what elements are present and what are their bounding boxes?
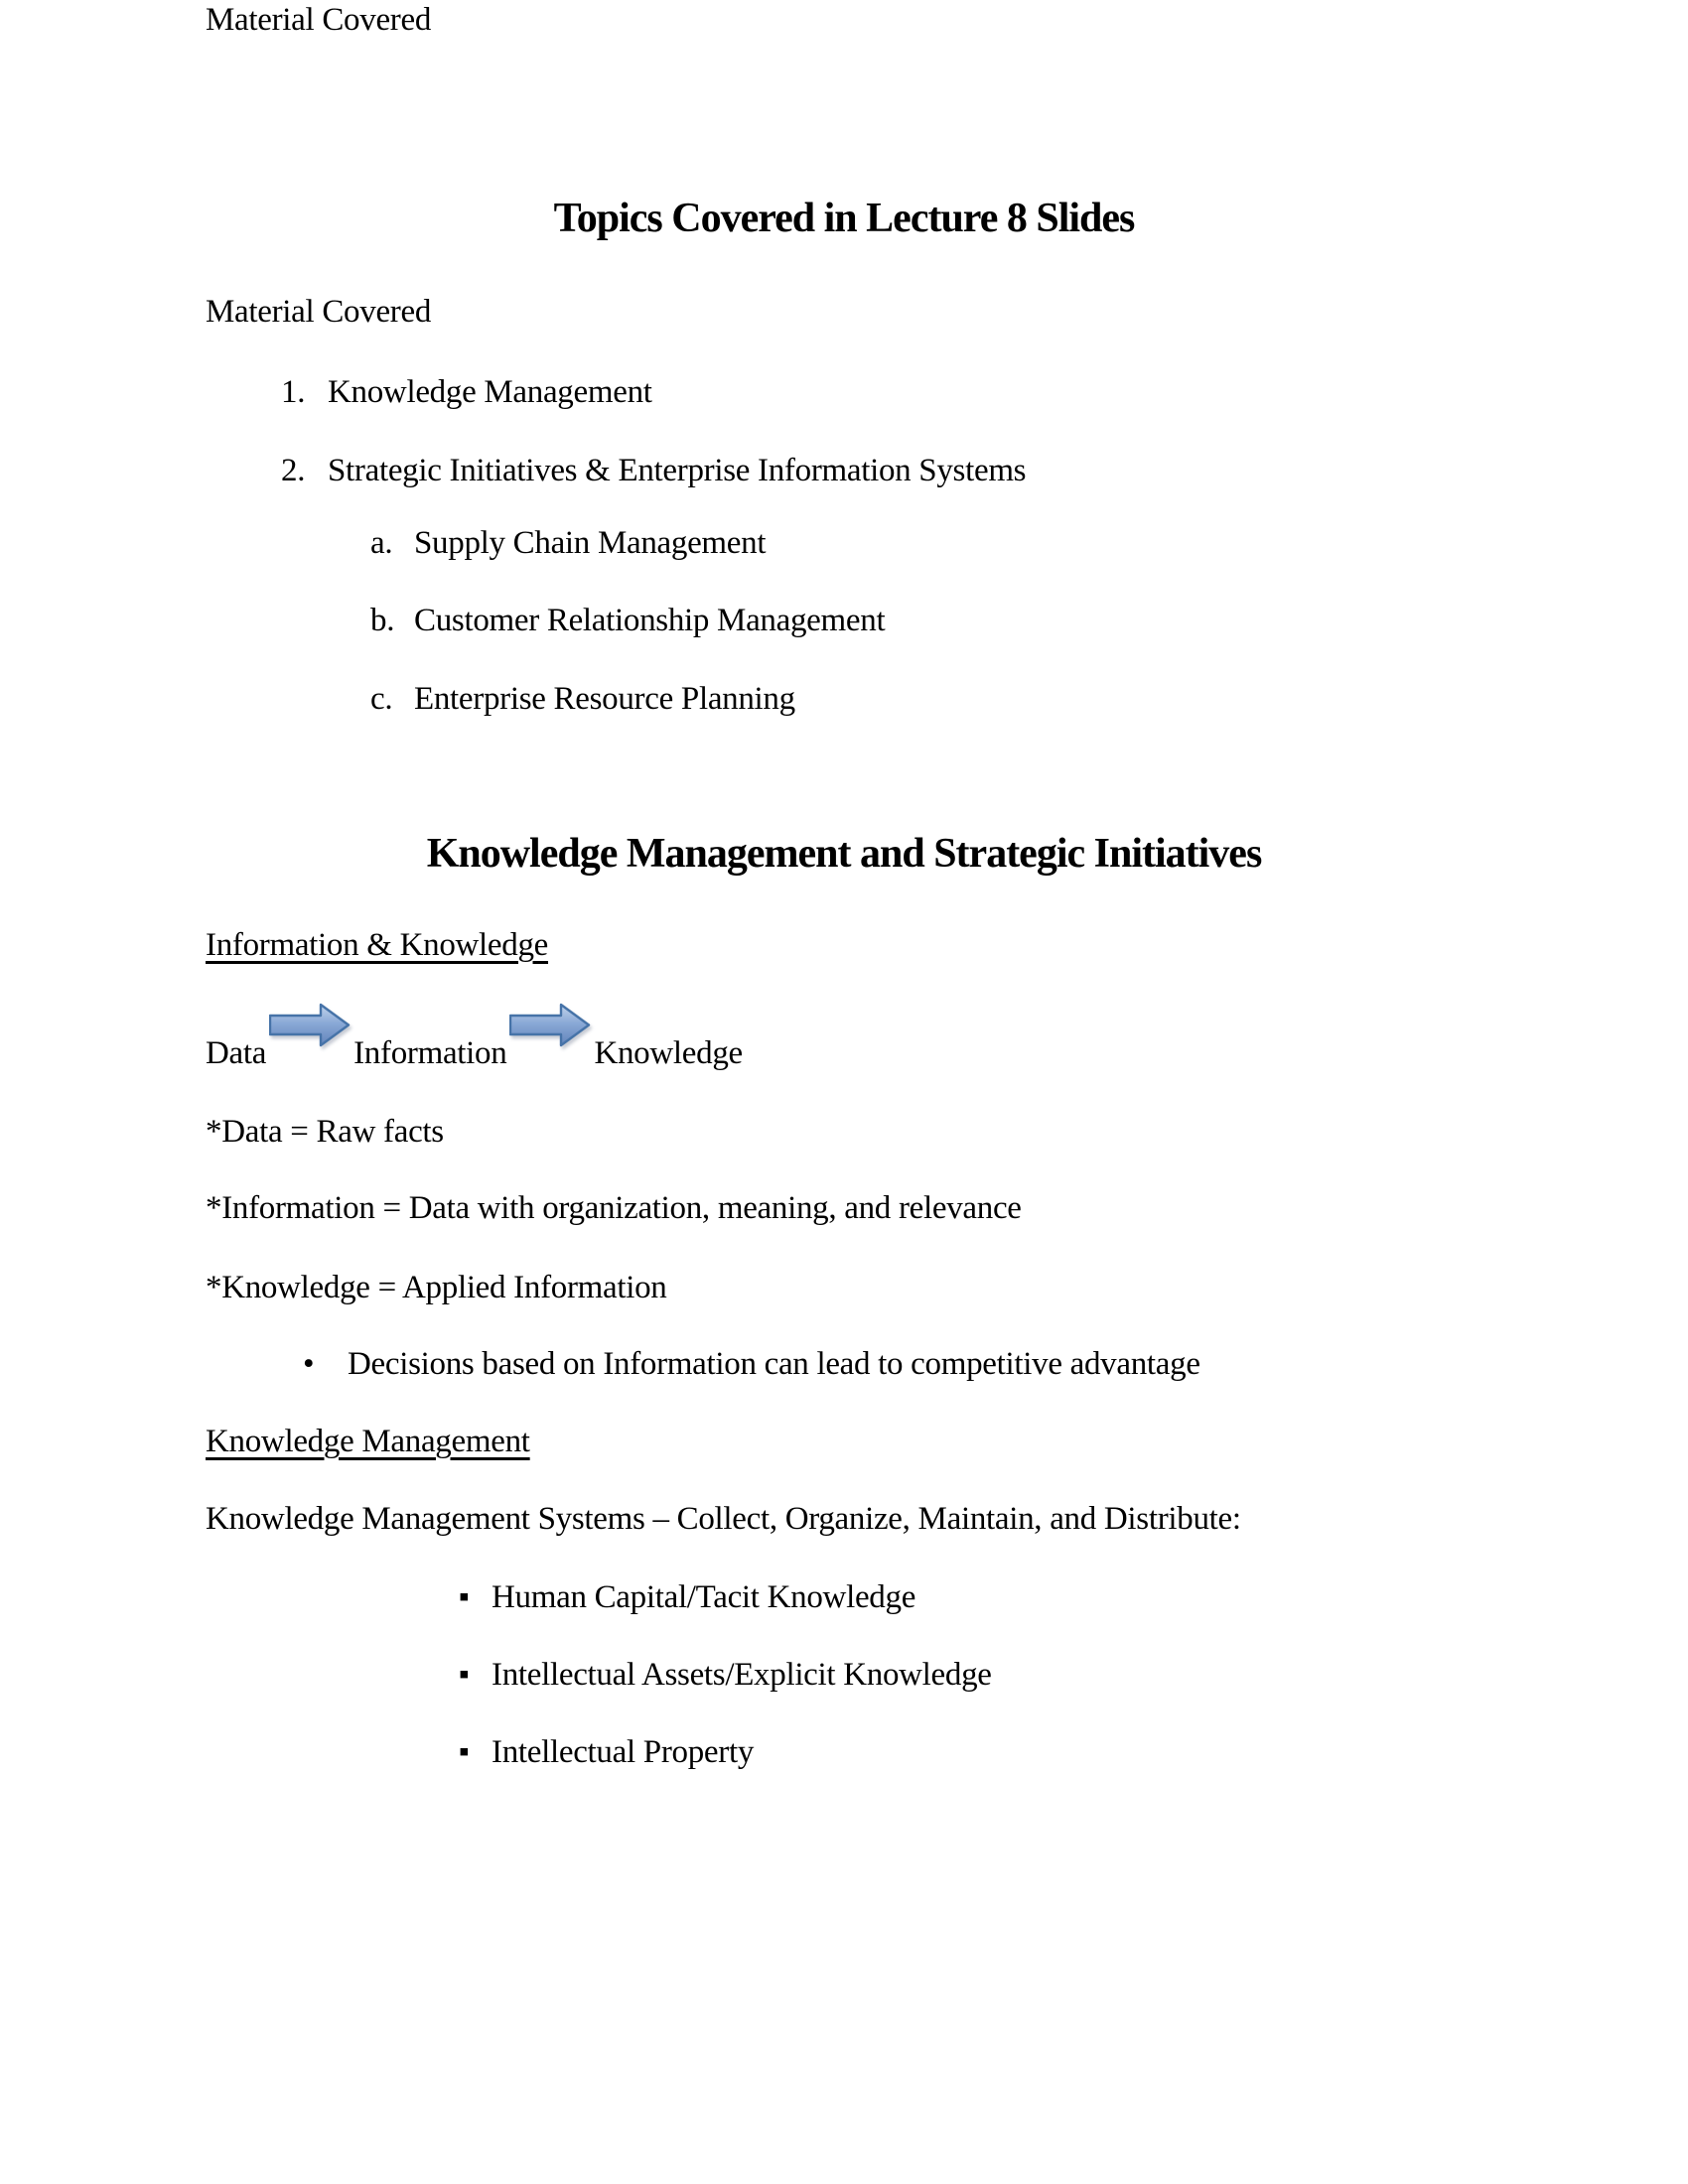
item-text: Intellectual Property	[492, 1734, 755, 1770]
flow-diagram	[206, 1003, 743, 1073]
item-text: Customer Relationship Management	[414, 603, 886, 638]
item-text: Strategic Initiatives & Enterprise Information Systems	[328, 453, 1027, 488]
item-marker: a.	[370, 525, 393, 561]
intro-label: Material Covered	[206, 294, 432, 330]
kms-intro: Knowledge Management Systems – Collect, Organize, Maintain, and Distribute:	[206, 1501, 1241, 1537]
section-title: Knowledge Management and Strategic Initiatives	[426, 831, 1262, 877]
item-marker: c.	[370, 681, 393, 717]
bullet-icon: •	[303, 1346, 315, 1382]
flow-node: Data	[206, 1035, 267, 1071]
item-text: Supply Chain Management	[414, 525, 767, 561]
item-marker: 1.	[281, 374, 306, 410]
item-text: Intellectual Assets/Explicit Knowledge	[492, 1657, 992, 1693]
square-bullet-icon: ▪	[459, 1735, 470, 1768]
item-text: Enterprise Resource Planning	[414, 681, 795, 717]
right-arrow-icon	[509, 1003, 591, 1048]
definition-line: *Information = Data with organization, meaning, and relevance	[206, 1190, 1022, 1226]
flow-node: Knowledge	[594, 1035, 743, 1071]
subsection-heading: Knowledge Management	[206, 1424, 530, 1459]
square-bullet-icon: ▪	[459, 1658, 470, 1691]
square-bullet-icon: ▪	[459, 1580, 470, 1613]
definition-line: *Data = Raw facts	[206, 1114, 444, 1150]
item-text: Knowledge Management	[328, 374, 652, 410]
item-marker: 2.	[281, 453, 306, 488]
definition-line: *Knowledge = Applied Information	[206, 1270, 667, 1305]
item-text: Human Capital/Tacit Knowledge	[492, 1579, 916, 1615]
page-title: Topics Covered in Lecture 8 Slides	[553, 196, 1135, 241]
item-marker: b.	[370, 603, 395, 638]
right-arrow-icon	[269, 1003, 351, 1048]
flow-node: Information	[353, 1035, 507, 1071]
subsection-heading: Information & Knowledge	[206, 927, 549, 963]
item-text: Decisions based on Information can lead to competitive advantage	[348, 1346, 1200, 1382]
intro-label: Material Covered	[206, 2, 432, 38]
